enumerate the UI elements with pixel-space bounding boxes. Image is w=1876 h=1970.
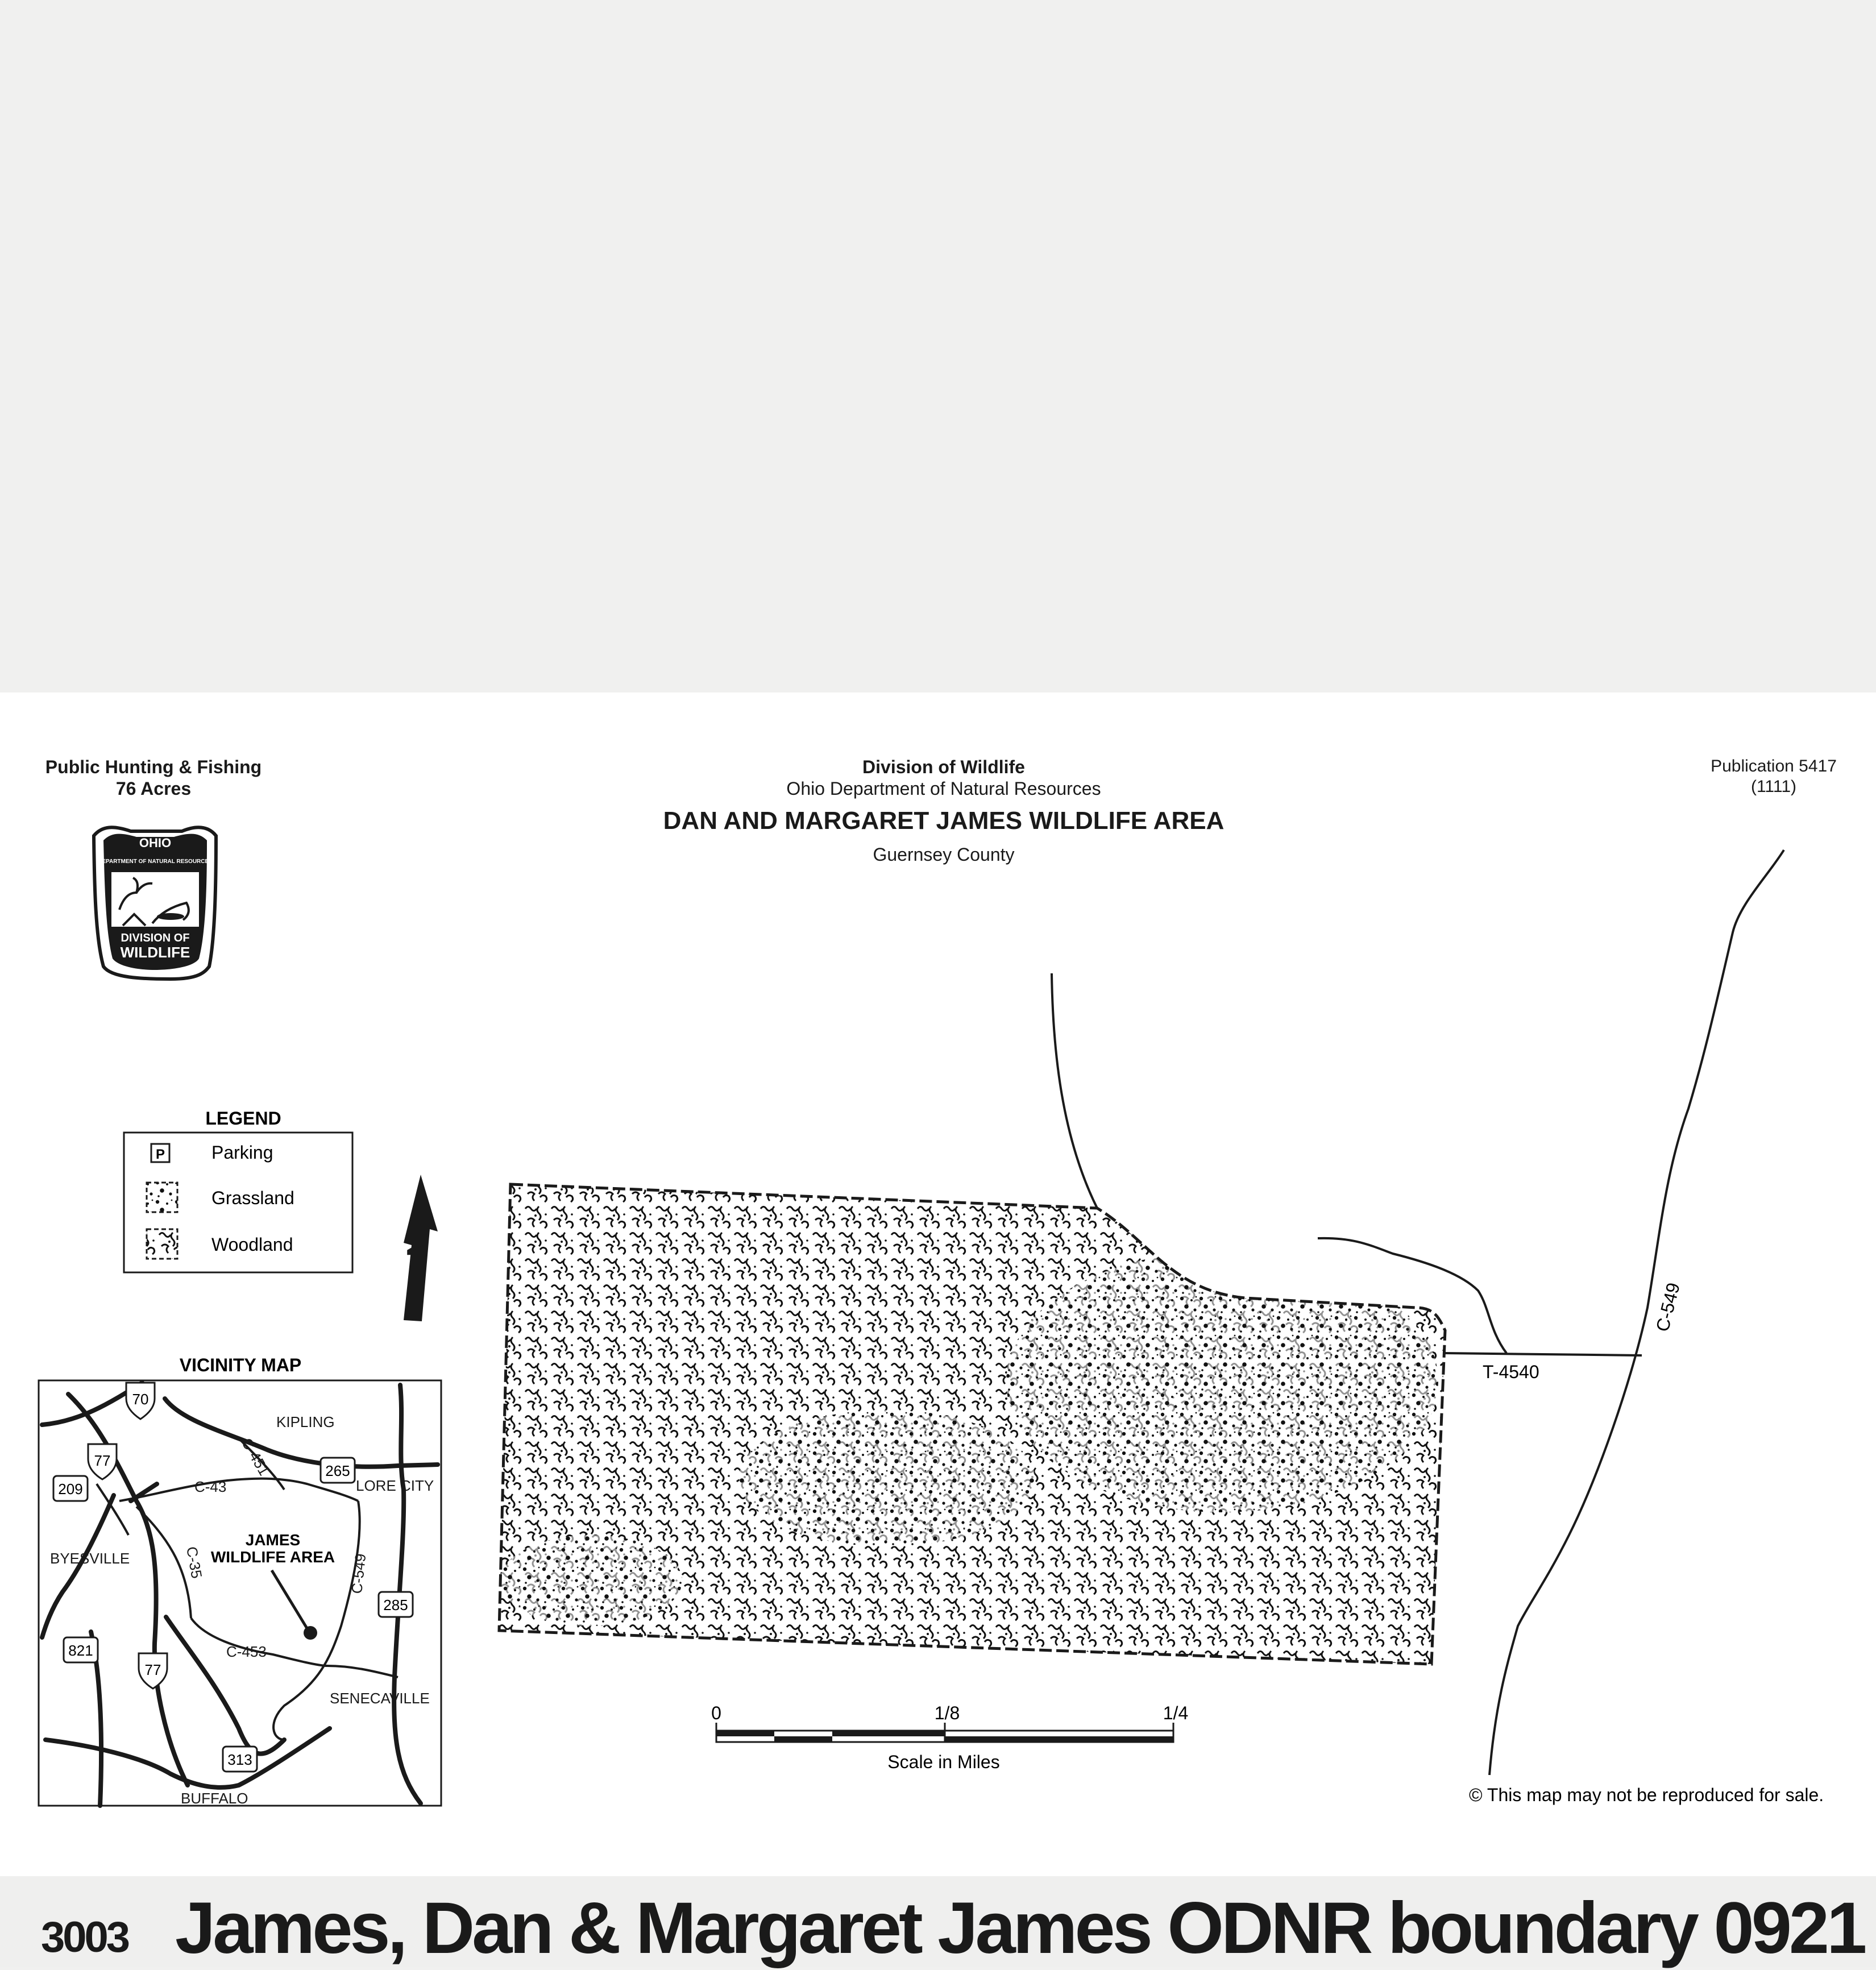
north-arrow bbox=[401, 1175, 438, 1321]
route-285-label: 285 bbox=[383, 1596, 408, 1614]
legend-label-parking: Parking bbox=[211, 1142, 273, 1163]
scale-caption: Scale in Miles bbox=[887, 1752, 1000, 1772]
legend-title: LEGEND bbox=[205, 1108, 281, 1129]
road-c549 bbox=[1489, 850, 1784, 1775]
publication-code: (1111) bbox=[1750, 777, 1797, 796]
route-209-label: 209 bbox=[58, 1480, 83, 1498]
wildlife-area-parcel bbox=[495, 1177, 1461, 1677]
road-c453-label: C-453 bbox=[226, 1643, 267, 1660]
county-label: Guernsey County bbox=[873, 844, 1015, 865]
route-265-label: 265 bbox=[325, 1462, 350, 1479]
road-c43-label: C-43 bbox=[194, 1478, 227, 1495]
copyright-notice: © This map may not be reproduced for sale. bbox=[1469, 1785, 1824, 1805]
route-821-shield bbox=[64, 1637, 98, 1662]
legend-label-grassland: Grassland bbox=[211, 1188, 294, 1208]
woodland-swatch-icon bbox=[147, 1229, 177, 1259]
grassland-fill-east bbox=[1006, 1251, 1438, 1512]
parking-symbol: P bbox=[155, 1147, 165, 1162]
acres-label: 76 Acres bbox=[115, 778, 192, 799]
footer-label-bar bbox=[0, 1876, 1876, 1967]
route-313-shield bbox=[223, 1747, 257, 1772]
place-kipling: KIPLING bbox=[276, 1413, 335, 1430]
legend-label-woodland: Woodland bbox=[211, 1234, 293, 1255]
public-hunting-label: Public Hunting & Fishing bbox=[45, 757, 262, 777]
grassland-swatch-icon bbox=[147, 1183, 177, 1212]
footer-id: 3003 bbox=[41, 1913, 128, 1961]
road-label-t4540: T-4540 bbox=[1483, 1362, 1539, 1382]
route-285-shield bbox=[379, 1592, 413, 1617]
road-label-c549: C-549 bbox=[1651, 1280, 1684, 1334]
scale-label-0: 0 bbox=[711, 1703, 721, 1723]
route-209-shield bbox=[53, 1476, 88, 1501]
area-location-marker bbox=[304, 1626, 317, 1640]
logo-bottom-line2: WILDLIFE bbox=[120, 944, 190, 961]
route-77-bottom-label: 77 bbox=[144, 1661, 161, 1678]
vicinity-title: VICINITY MAP bbox=[179, 1355, 302, 1375]
route-77-top-label: 77 bbox=[94, 1452, 111, 1469]
unnamed-road-north bbox=[1052, 973, 1097, 1208]
area-label-line2: WILDLIFE AREA bbox=[210, 1548, 335, 1566]
scale-bar bbox=[711, 1703, 1188, 1772]
scale-label-1-8: 1/8 bbox=[934, 1703, 960, 1723]
grassland-fill-west bbox=[500, 1535, 682, 1626]
grassland-fill-center bbox=[739, 1410, 1035, 1546]
north-label: N bbox=[401, 1235, 434, 1257]
place-byesville: BYESVILLE bbox=[50, 1550, 130, 1567]
vicinity-map bbox=[39, 1355, 441, 1807]
publication-number: Publication 5417 bbox=[1711, 757, 1837, 775]
odnr-wildlife-logo bbox=[94, 827, 216, 979]
place-buffalo: BUFFALO bbox=[181, 1790, 248, 1807]
route-265-shield bbox=[321, 1458, 355, 1483]
legend-item-parking bbox=[151, 1142, 273, 1163]
route-821-label: 821 bbox=[68, 1642, 93, 1659]
road-c451-label: C-451 bbox=[238, 1435, 273, 1479]
route-313-label: 313 bbox=[227, 1751, 252, 1768]
division-label: Division of Wildlife bbox=[862, 757, 1025, 777]
logo-bottom-line1: DIVISION OF bbox=[121, 932, 190, 944]
department-label: Ohio Department of Natural Resources bbox=[786, 778, 1101, 799]
place-senecaville: SENECAVILLE bbox=[330, 1690, 430, 1707]
scale-label-1-4: 1/4 bbox=[1163, 1703, 1189, 1723]
legend bbox=[124, 1108, 352, 1272]
route-70-label: 70 bbox=[132, 1391, 149, 1408]
footer-name: James, Dan & Margaret James ODNR boundary 0921 bbox=[175, 1888, 1865, 1969]
page-title: DAN AND MARGARET JAMES WILDLIFE AREA bbox=[663, 807, 1225, 835]
place-lore-city: LORE CITY bbox=[356, 1477, 434, 1494]
area-label-line1: JAMES bbox=[245, 1531, 301, 1549]
logo-top-text: OHIO bbox=[139, 836, 172, 850]
logo-ring-text: DEPARTMENT OF NATURAL RESOURCES bbox=[98, 858, 213, 865]
road-t4540 bbox=[1445, 1353, 1642, 1355]
road-c549-label: C-549 bbox=[348, 1553, 370, 1595]
road-c35-label: C-35 bbox=[183, 1545, 206, 1580]
